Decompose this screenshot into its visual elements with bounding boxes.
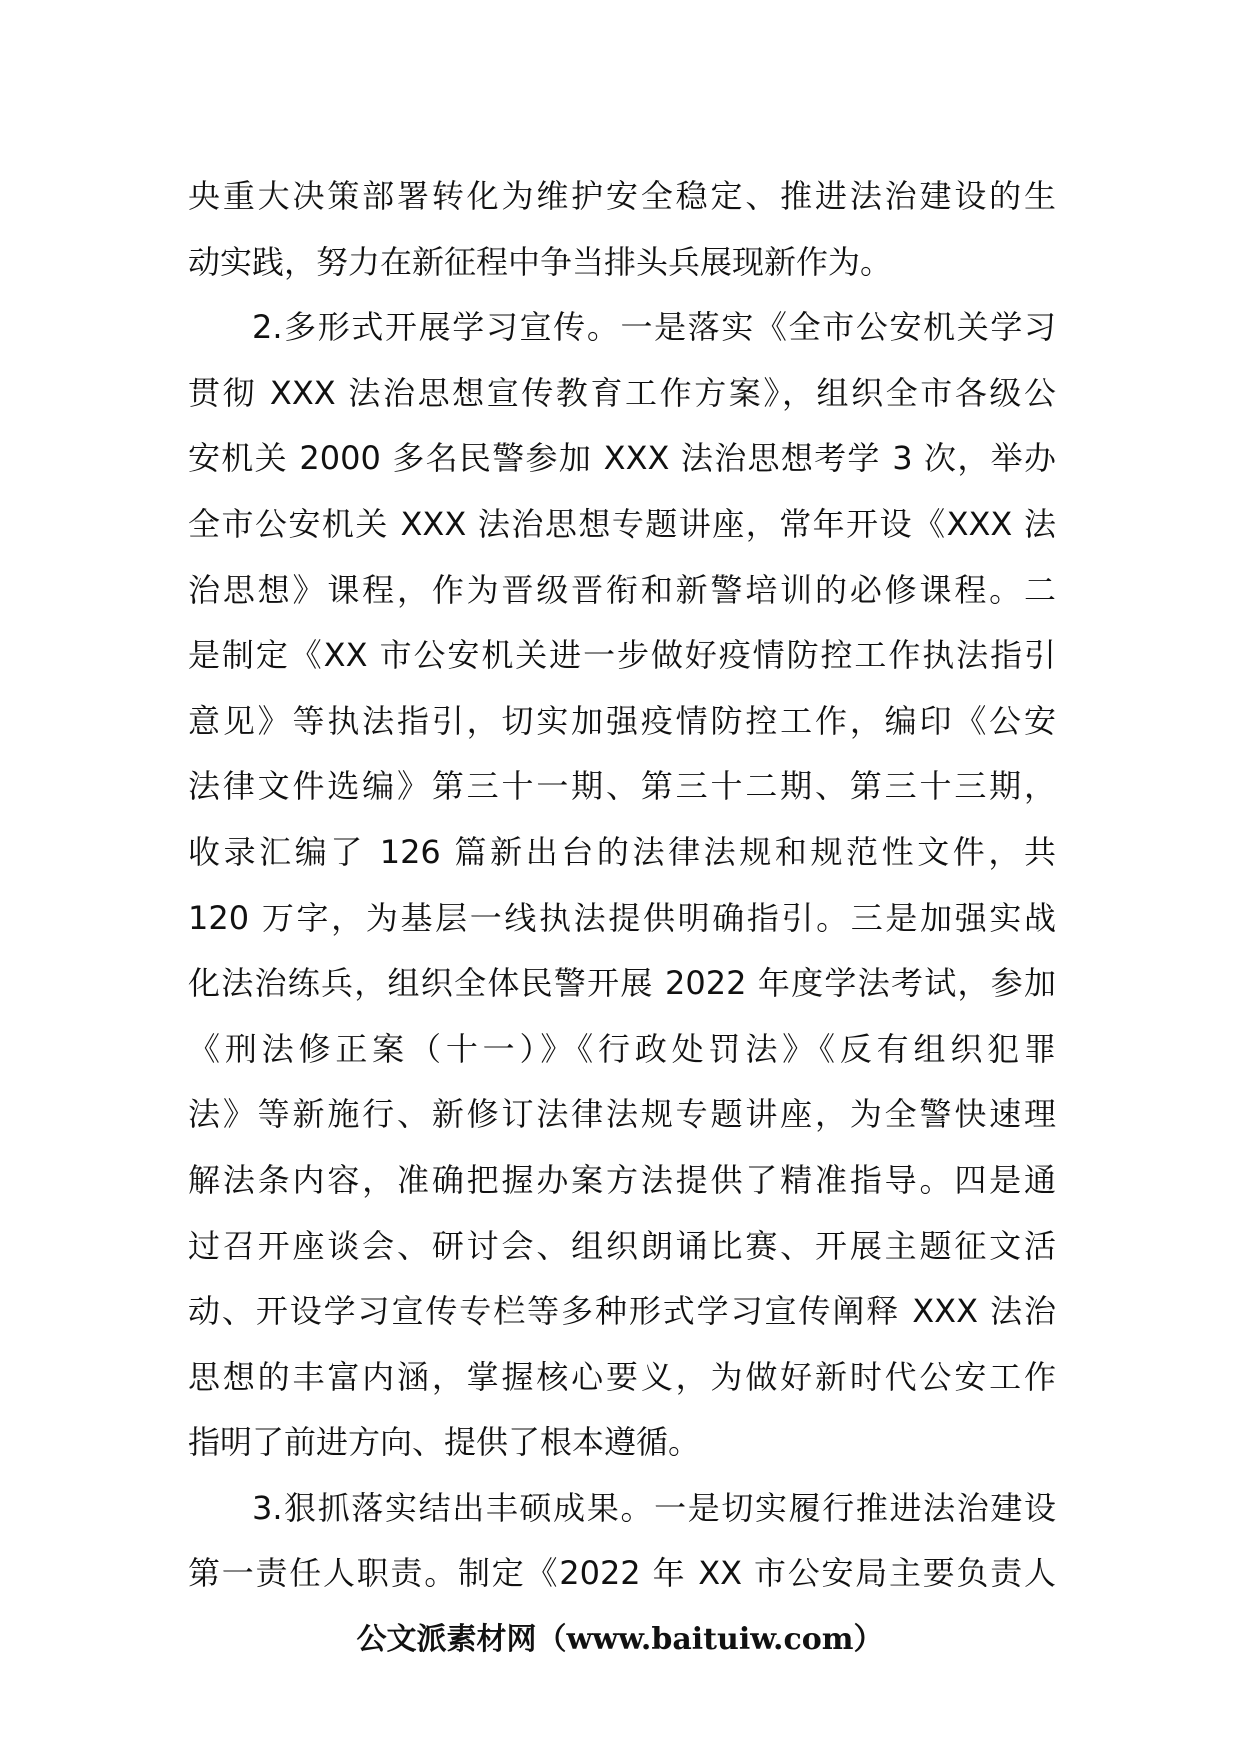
- text-line: 动、开设学习宣传专栏等多种形式学习宣传阐释 XXX 法治: [188, 1292, 1056, 1331]
- text-line: 安机关 2000 多名民警参加 XXX 法治思想考学 3 次，举办: [188, 439, 1056, 478]
- text-line: 法律文件选编》第三十一期、第三十二期、第三十三期，: [188, 767, 1056, 806]
- text-line: 化法治练兵，组织全体民警开展 2022 年度学法考试，参加: [188, 964, 1056, 1003]
- text-line: 收录汇编了 126 篇新出台的法律法规和规范性文件，共: [188, 832, 1056, 871]
- watermark-footer: 公文派素材网（www.baituiw.com）: [356, 1622, 884, 1657]
- paragraph-start-line: 3.狠抓落实结出丰硕成果。一是切实履行推进法治建设: [252, 1488, 1056, 1527]
- text-line: 解法条内容，准确把握办案方法提供了精准指导。四是通: [188, 1160, 1056, 1199]
- text-line: 指明了前进方向、提供了根本遵循。: [188, 1423, 701, 1462]
- text-line: 《刑法修正案（十一）》《行政处罚法》《反有组织犯罪: [188, 1029, 1056, 1068]
- text-line: 央重大决策部署转化为维护安全稳定、推进法治建设的生: [188, 177, 1056, 215]
- text-line: 贯彻 XXX 法治思想宣传教育工作方案》，组织全市各级公: [188, 373, 1056, 412]
- text-line: 第一责任人职责。制定《2022 年 XX 市公安局主要负责人: [188, 1554, 1056, 1593]
- text-line: 120 万字，为基层一线执法提供明确指引。三是加强实战: [188, 898, 1056, 937]
- text-line: 治思想》课程，作为晋级晋衔和新警培训的必修课程。二: [188, 570, 1056, 609]
- text-line: 全市公安机关 XXX 法治思想专题讲座，常年开设《XXX 法: [188, 504, 1056, 543]
- text-line: 动实践，努力在新征程中争当排头兵展现新作为。: [188, 242, 893, 281]
- body-text: [188, 164, 1056, 1607]
- text-line: 法》等新施行、新修订法律法规专题讲座，为全警快速理: [188, 1095, 1056, 1134]
- text-line: 是制定《XX 市公安机关进一步做好疫情防控工作执法指引: [188, 636, 1056, 675]
- paragraph-start-line: 2.多形式开展学习宣传。一是落实《全市公安机关学习: [252, 308, 1056, 347]
- text-line: 意见》等执法指引，切实加强疫情防控工作，编印《公安: [188, 701, 1056, 740]
- text-line: 过召开座谈会、研讨会、组织朗诵比赛、开展主题征文活: [188, 1226, 1056, 1265]
- text-line: 思想的丰富内涵，掌握核心要义，为做好新时代公安工作: [188, 1357, 1056, 1396]
